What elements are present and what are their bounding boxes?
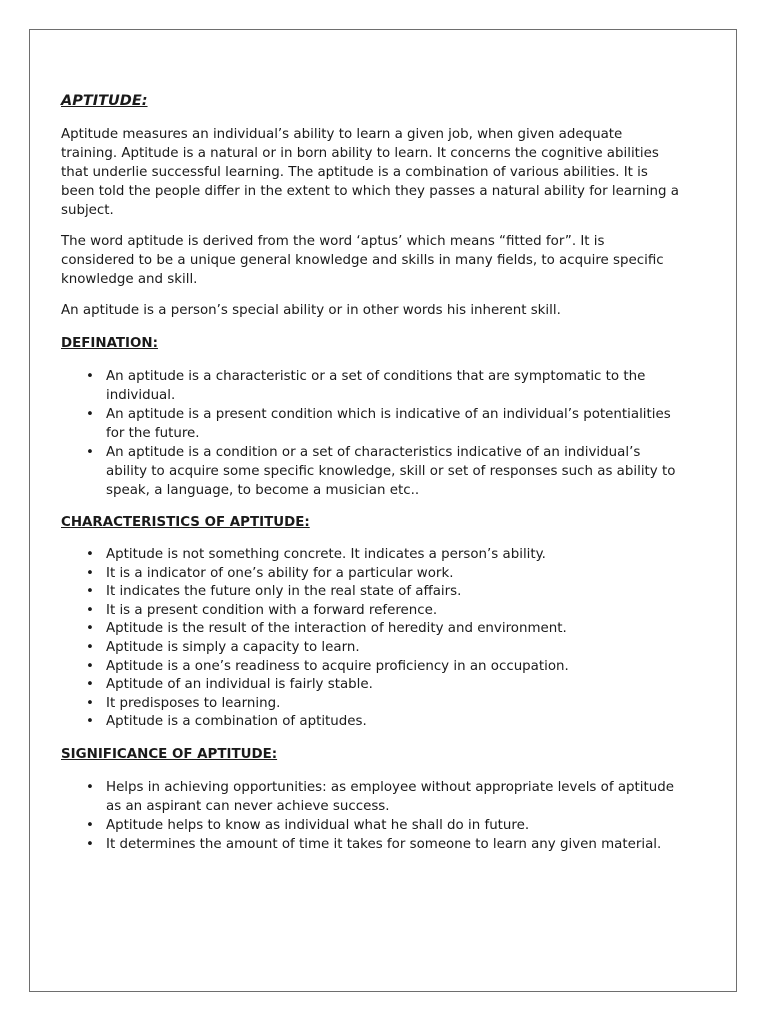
definition-list [61,367,681,500]
significance-heading: SIGNIFICANCE OF APTITUDE: [61,746,278,762]
bullet-icon: • [86,547,94,562]
bullet-icon: • [86,602,94,618]
bullet-icon: • [86,407,94,422]
list-item: • Aptitude is not something concrete. It indicates a person’s ability. [106,546,681,565]
significance-list [61,778,681,854]
list-item: • An aptitude is a characteristic or a set of conditions that are symptomatic to the individual. [86,369,646,403]
bullet-icon: • [86,695,94,711]
bullet-icon: • [86,621,94,637]
bullet-icon: • [86,677,94,693]
list-item: • Aptitude is a one’s readiness to acquire proficiency in an occupation. [106,658,681,677]
bullet-icon: • [86,836,94,852]
intro-paragraph-2: The word aptitude is derived from the word ‘aptus’ which means “fitted for”. It is considered to be a unique general knowledge and skills in many fields, to acquire specific knowledge and skill. [61,234,664,287]
list-item: • Aptitude is simply a capacity to learn. [106,639,681,658]
characteristics-list [61,546,681,732]
intro-paragraph-3: An aptitude is a person’s special ability or in other words his inherent skill. [61,303,561,318]
bullet-icon: • [86,817,94,833]
bullet-icon: • [86,658,94,674]
bullet-icon: • [86,639,94,655]
bullet-icon: • [86,714,94,730]
list-item: • Aptitude of an individual is fairly stable. [106,676,681,695]
list-item: • It is a present condition with a forward reference. [106,602,681,621]
bullet-icon: • [86,445,94,460]
bullet-icon: • [86,779,94,795]
bullet-icon: • [86,565,94,581]
list-item: • It predisposes to learning. [106,695,681,714]
document-content [61,92,681,867]
bullet-icon: • [86,369,94,384]
list-item: • It indicates the future only in the real state of affairs. [106,583,681,602]
list-item: • Aptitude helps to know as individual what he shall do in future. [86,817,530,833]
list-item: • Aptitude is a combination of aptitudes. [106,713,681,732]
list-item: • An aptitude is a condition or a set of characteristics indicative of an individual’s ability to acquire some specific knowledge, skill or set of responses such as ability to speak, a language, to become a musician etc.. [86,445,676,498]
intro-paragraph-1: Aptitude measures an individual’s ability to learn a given job, when given adequate training. Aptitude is a natural or in born ability to learn. It concerns the cognitive abilities that underlie successful learning. The aptitude is a combination of various abilities. It is been told the people differ in the extent to which they passes a natural ability for learning a subject. [61,127,679,218]
document-title: APTITUDE: [61,93,148,109]
list-item: • It determines the amount of time it takes for someone to learn any given material. [86,836,662,852]
list-item: • An aptitude is a present condition which is indicative of an individual’s potentialities for the future. [86,407,671,441]
list-item: • Helps in achieving opportunities: as employee without appropriate levels of aptitude as an aspirant can never achieve success. [86,779,674,814]
bullet-icon: • [86,584,94,600]
characteristics-heading: CHARACTERISTICS OF APTITUDE: [61,515,310,530]
list-item: • It is a indicator of one’s ability for a particular work. [106,565,681,584]
list-item: • Aptitude is the result of the interaction of heredity and environment. [106,620,681,639]
definition-heading: DEFINATION: [61,336,158,351]
